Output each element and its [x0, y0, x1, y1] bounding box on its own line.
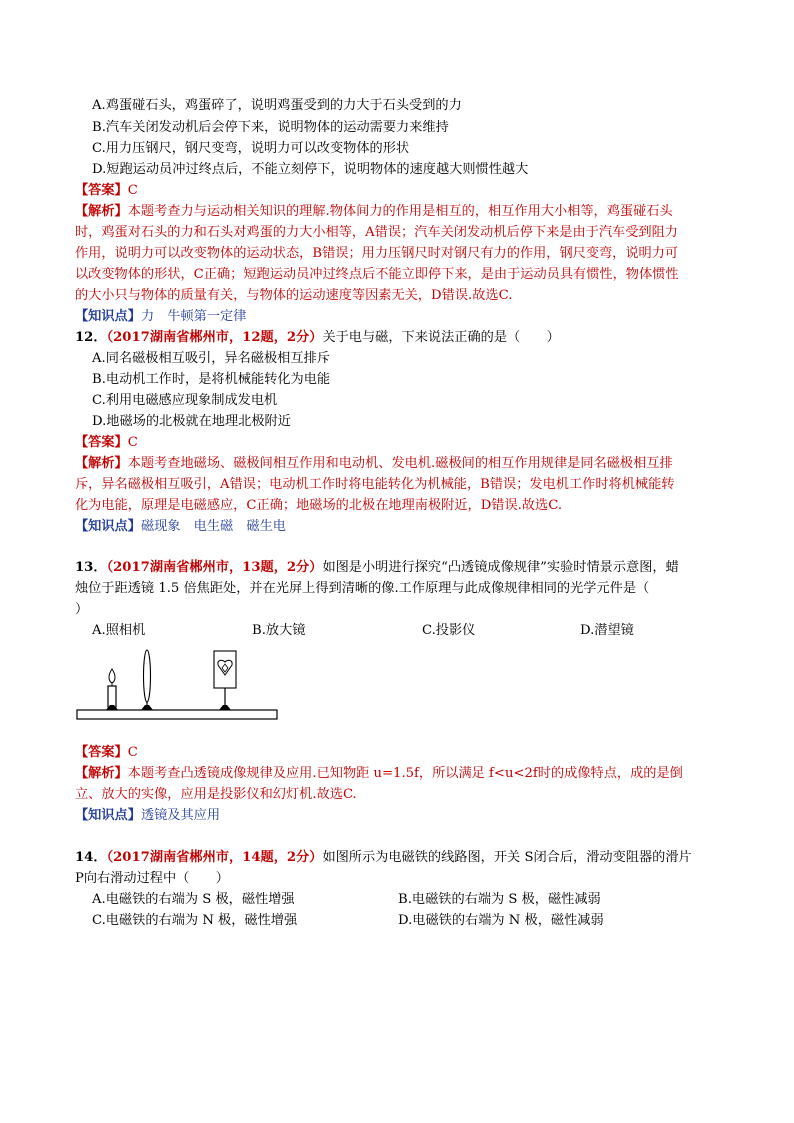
- answer-tag: 【答案】: [75, 435, 128, 450]
- q11-analysis-line-1: [75, 202, 673, 222]
- q11-analysis-line-3: 作用，说明力可以改变物体的运动状态，B错误；用力压钢尺时对钢尺有力的作用，钢尺变弯，说明力可: [75, 246, 679, 261]
- knowledge-text: 透镜及其应用: [140, 808, 221, 823]
- analysis-tag: 【解析】: [75, 766, 128, 781]
- q12-option-d: D.地磁场的北极就在地理北极附近: [92, 414, 291, 429]
- answer-tag: 【答案】: [75, 183, 128, 198]
- analysis-text: 本题考查地磁场、磁极间相互作用和电动机、发电机.磁极间的相互作用规律是同名磁极相互排: [127, 456, 673, 471]
- q14-option-d: D.电磁铁的右端为 N 极，磁性减弱: [398, 913, 604, 928]
- q13-analysis-line-2: 立、放大的实像，应用是投影仪和幻灯机.故选C.: [75, 787, 357, 802]
- q11-option-c: C.用力压钢尺，钢尺变弯，说明力可以改变物体的形状: [92, 141, 410, 156]
- question-text: 关于电与磁，下来说法正确的是（ ）: [322, 330, 560, 345]
- q12-option-b: B.电动机工作时，是将机械能转化为电能: [92, 372, 331, 387]
- q12-analysis-line-2: 斥，异名磁极相互吸引，A错误；电动机工作时将电能转化为机械能，B错误；发电机工作时将机械能转: [75, 477, 675, 492]
- knowledge-tag: 【知识点】: [75, 519, 141, 534]
- knowledge-tag: 【知识点】: [75, 808, 141, 823]
- analysis-text: 本题考查凸透镜成像规律及应用.已知物距 u=1.5f，所以满足 f<u<2f时的成像特点，成的是倒: [127, 766, 683, 781]
- q12-option-a: A.同名磁极相互吸引，异名磁极相互排斥: [92, 351, 330, 366]
- answer-value: C: [127, 745, 138, 760]
- q13-option-a: A.照相机: [92, 623, 146, 638]
- question-source: （2017湖南省郴州市，12题，2分）: [106, 330, 323, 345]
- q14-option-a: A.电磁铁的右端为 S 极，磁性增强: [92, 892, 295, 907]
- q14-stem-line-2: P向右滑动过程中（ ）: [75, 871, 229, 886]
- knowledge-text: 力 牛顿第一定律: [140, 309, 247, 324]
- q12-answer: [75, 433, 138, 453]
- q11-option-b: B.汽车关闭发动机后会停下来，说明物体的运动需要力来维持: [92, 120, 449, 135]
- q13-stem-line-2: 烛位于距透镜 1.5 倍焦距处，并在光屏上得到清晰的像.工作原理与此成像规律相同的光学元件是（: [75, 581, 650, 596]
- candle-icon: [106, 669, 118, 710]
- answer-tag: 【答案】: [75, 745, 128, 760]
- question-number: 14．: [75, 850, 107, 865]
- q11-answer: [75, 181, 138, 201]
- q13-analysis-line-1: [75, 764, 683, 784]
- q13-option-b: B.放大镜: [252, 623, 306, 638]
- q14-option-c: C.电磁铁的右端为 N 极，磁性增强: [92, 913, 298, 928]
- light-screen-icon: [214, 651, 236, 710]
- q13-knowledge: [75, 806, 220, 826]
- question-number: 12．: [75, 330, 107, 345]
- analysis-tag: 【解析】: [75, 456, 128, 471]
- q12-knowledge: [75, 517, 286, 537]
- q13-answer: [75, 743, 138, 763]
- analysis-text: 本题考查力与运动相关知识的理解.物体间力的作用是相互的，相互作用大小相等，鸡蛋碰石头: [127, 204, 673, 219]
- q11-analysis-line-2: 时，鸡蛋对石头的力和石头对鸡蛋的力大小相等，A错误；汽车关闭发动机后停下来是由于汽车受到阻力: [75, 225, 678, 240]
- q11-analysis-line-4: 以改变物体的形状，C正确；短跑运动员冲过终点后不能立即停下来，是由于运动员具有惯性，物体惯性: [75, 267, 679, 282]
- q13-stem-line-1: [75, 558, 679, 578]
- q13-option-d: D.潜望镜: [580, 623, 634, 638]
- answer-value: C: [127, 435, 138, 450]
- analysis-tag: 【解析】: [75, 204, 128, 219]
- q11-analysis-line-5: 的大小只与物体的质量有关，与物体的运动速度等因素无关，D错误.故选C.: [75, 288, 513, 303]
- optical-bench-figure: [75, 645, 280, 723]
- answer-value: C: [127, 183, 138, 198]
- q14-option-b: B.电磁铁的右端为 S 极，磁性减弱: [398, 892, 601, 907]
- q12-analysis-line-3: 化为电能，原理是电磁感应，C正确；地磁场的北极在地理南极附近，D错误.故选C.: [75, 498, 563, 513]
- question-text: 如图所示为电磁铁的线路图，开关 S闭合后，滑动变阻器的滑片: [322, 850, 692, 865]
- bench-rail: [77, 710, 277, 719]
- q13-stem-line-3: ）: [75, 602, 89, 617]
- question-source: （2017湖南省郴州市，14题，2分）: [106, 850, 323, 865]
- knowledge-text: 磁现象 电生磁 磁生电: [140, 519, 286, 534]
- q11-option-d: D.短跑运动员冲过终点后，不能立刻停下，说明物体的速度越大则惯性越大: [92, 162, 529, 177]
- knowledge-tag: 【知识点】: [75, 309, 141, 324]
- q12-analysis-line-1: [75, 454, 673, 474]
- q11-option-a: A.鸡蛋碰石头，鸡蛋碎了，说明鸡蛋受到的力大于石头受到的力: [92, 98, 462, 113]
- q12-stem: [75, 328, 560, 348]
- q13-option-c: C.投影仪: [422, 623, 476, 638]
- question-text: 如图是小明进行探究“凸透镜成像规律”实验时情景示意图，蜡: [322, 560, 679, 575]
- q14-stem-line-1: [75, 848, 692, 868]
- question-number: 13．: [75, 560, 107, 575]
- convex-lens-icon: [141, 650, 153, 710]
- question-source: （2017湖南省郴州市，13题，2分）: [106, 560, 323, 575]
- q12-option-c: C.利用电磁感应现象制成发电机: [92, 393, 278, 408]
- q11-knowledge: [75, 307, 246, 327]
